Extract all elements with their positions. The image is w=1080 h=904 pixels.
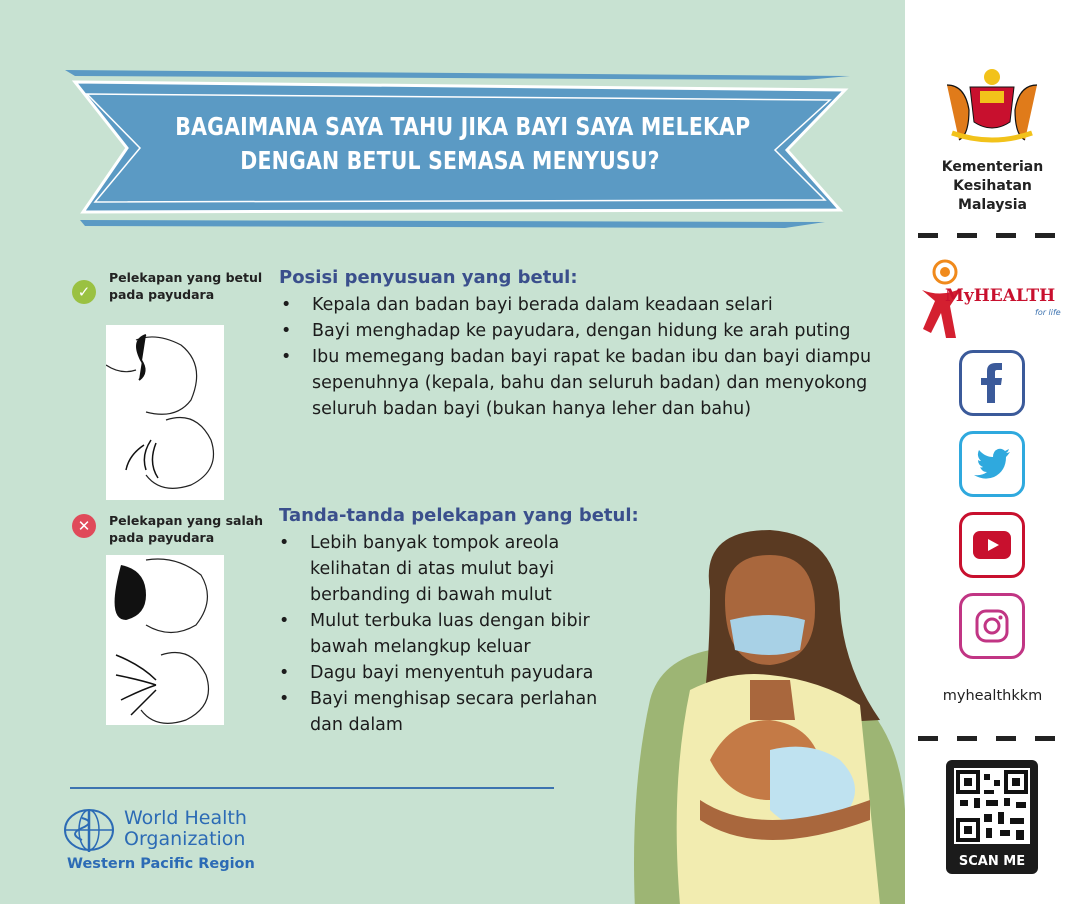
- correct-latch-label-line2: pada payudara: [109, 287, 215, 302]
- signs-section-title: Tanda-tanda pelekapan yang betul:: [279, 505, 639, 526]
- list-item: • Bayi menghisap secara perlahan dan dalam: [275, 686, 615, 738]
- divider: [70, 787, 554, 789]
- banner-title-line1: BAGAIMANA SAYA TAHU JIKA BAYI SAYA MELEKAP: [175, 112, 751, 141]
- banner-title: [175, 110, 751, 178]
- ministry-name: [920, 158, 1065, 215]
- mother-breastfeeding-illustration: [630, 530, 905, 904]
- myhealth-brand: MyHEALTH: [945, 286, 1056, 306]
- list-item: • Bayi menghadap ke payudara, dengan hidung ke arah puting: [277, 318, 877, 344]
- twitter-link[interactable]: [959, 431, 1025, 497]
- qr-code-image: [954, 768, 1030, 844]
- social-handle[interactable]: myhealthkkm: [942, 688, 1043, 704]
- ministry-name-line1: Kementerian: [941, 159, 1044, 175]
- youtube-icon: [973, 531, 1011, 559]
- who-name: [124, 808, 324, 850]
- list-item: • Lebih banyak tompok areola kelihatan di atas mulut bayi berbanding di bawah mulut: [275, 530, 615, 608]
- correct-latch-label-line1: Pelekapan yang betul: [109, 270, 263, 285]
- position-section-title: Posisi penyusuan yang betul:: [279, 267, 578, 288]
- ministry-name-line2: Kesihatan: [953, 178, 1032, 194]
- wrong-latch-label-line1: Pelekapan yang salah: [109, 513, 264, 528]
- myhealth-logo: [915, 258, 1070, 348]
- wrong-latch-illustration: [106, 555, 224, 725]
- facebook-icon: [980, 363, 1004, 403]
- wrong-latch-label: [109, 512, 263, 546]
- correct-latch-illustration: [106, 325, 224, 500]
- who-emblem-icon: [62, 808, 117, 856]
- twitter-icon: [973, 448, 1011, 480]
- instagram-icon: [975, 609, 1009, 643]
- list-item: • Mulut terbuka luas dengan bibir bawah melangkup keluar: [275, 608, 615, 660]
- malaysia-crest-icon: [942, 65, 1042, 145]
- cross-icon: ✕: [72, 514, 96, 538]
- qr-code[interactable]: [946, 760, 1038, 874]
- dashed-divider: [918, 736, 1068, 741]
- ministry-name-line3: Malaysia: [958, 197, 1027, 213]
- wrong-latch-label-line2: pada payudara: [109, 530, 215, 545]
- title-banner: [45, 70, 860, 230]
- instagram-link[interactable]: [959, 593, 1025, 659]
- myhealth-tagline: for life: [1035, 308, 1061, 317]
- dashed-divider: [918, 233, 1068, 238]
- qr-scan-label: SCAN ME: [958, 854, 1026, 869]
- list-item: • Ibu memegang badan bayi rapat ke badan ibu dan bayi diampu sepenuhnya (kepala, bahu dan seluruh badan) dan menyokong seluruh badan bayi (bukan hanya leher dan bahu): [277, 344, 877, 422]
- youtube-link[interactable]: [959, 512, 1025, 578]
- who-name-line2: Organization: [124, 828, 246, 850]
- position-list: [277, 292, 877, 422]
- list-item: • Kepala dan badan bayi berada dalam keadaan selari: [277, 292, 877, 318]
- correct-latch-label: [109, 269, 262, 303]
- facebook-link[interactable]: [959, 350, 1025, 416]
- who-name-line1: World Health: [124, 807, 247, 829]
- list-item: • Dagu bayi menyentuh payudara: [275, 660, 615, 686]
- banner-title-line2: DENGAN BETUL SEMASA MENYUSU?: [240, 146, 660, 175]
- who-region: Western Pacific Region: [67, 856, 255, 872]
- check-icon: ✓: [72, 280, 96, 304]
- signs-list: [275, 530, 615, 738]
